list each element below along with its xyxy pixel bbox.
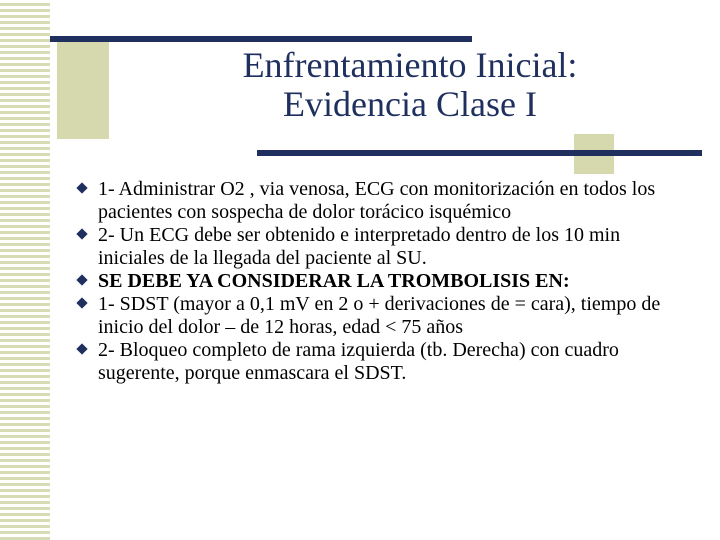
title-bottom-rule (257, 150, 702, 156)
bullet-text: SE DEBE YA CONSIDERAR LA TROMBOLISIS EN: (98, 270, 570, 292)
slide-title (140, 46, 680, 124)
bullet-item-1 (78, 178, 688, 224)
diamond-bullet-icon (76, 274, 87, 285)
slide-title-line-1: Enfrentamiento Inicial: (242, 45, 578, 85)
title-top-rule (50, 36, 472, 42)
bullet-list (78, 178, 688, 385)
bullet-item-3 (78, 270, 688, 293)
bullet-item-2 (78, 224, 688, 270)
bullet-text: 1- SDST (mayor a 0,1 mV en 2 o + derivaciones de = cara), tiempo de inicio del dolor – de 12 horas, edad < 75 años (98, 293, 661, 338)
slide-title-line-2: Evidencia Clase I (283, 84, 537, 124)
decorative-block-top-left (57, 42, 109, 139)
diamond-bullet-icon (76, 228, 87, 239)
diamond-bullet-icon (76, 343, 87, 354)
bullet-item-4 (78, 293, 688, 339)
bullet-text: 2- Bloqueo completo de rama izquierda (tb. Derecha) con cuadro sugerente, porque enmascara el SDST. (98, 339, 619, 384)
bullet-item-5 (78, 339, 688, 385)
bullet-text: 2- Un ECG debe ser obtenido e interpretado dentro de los 10 min iniciales de la llegada del paciente al SU. (98, 224, 621, 269)
diamond-bullet-icon (76, 297, 87, 308)
striped-side-bar (0, 0, 50, 540)
bullet-text: 1- Administrar O2 , via venosa, ECG con monitorización en todos los pacientes con sospecha de dolor torácico isquémico (98, 178, 656, 223)
diamond-bullet-icon (76, 182, 87, 193)
